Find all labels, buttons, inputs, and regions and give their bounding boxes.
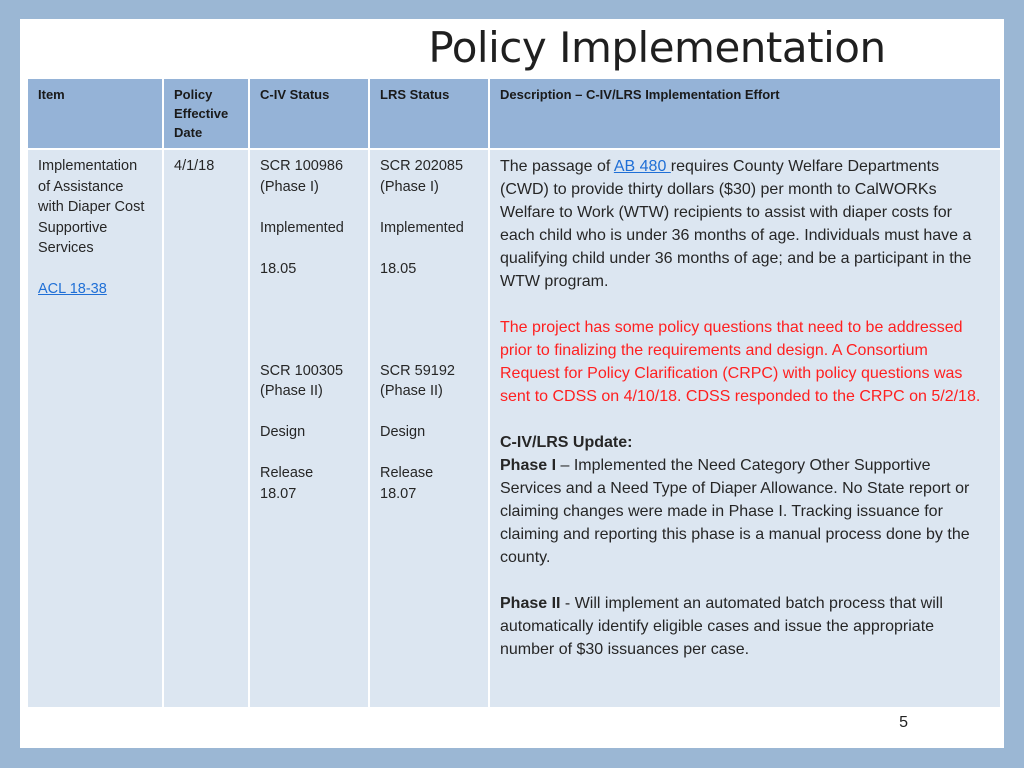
lrs-release-label2: Release	[380, 465, 434, 481]
lrs-status2: Design	[380, 424, 426, 440]
update-heading: C-IV/LRS Update:	[500, 434, 633, 451]
lrs-release2: 18.07	[380, 485, 417, 502]
civ-release1: 18.05	[260, 260, 297, 277]
lrs-phase1: (Phase I)	[380, 178, 439, 195]
cell-item	[28, 150, 162, 707]
header-civ-status: C-IV Status	[250, 79, 368, 148]
cell-date: 4/1/18	[164, 150, 248, 707]
desc-paragraph-1: The passage of AB 480 requires County Welfare Departments (CWD) to provide thirty dollars ($30) per month to CalWORKs Welfare to Work (WTW) recipients to assist with diaper costs for each child who is under 36 months of age. Individuals must have a qualifying child under 36 months of age; and be a participant in the WTW program.	[500, 158, 972, 290]
lrs-status1: Implemented	[380, 219, 464, 236]
ab480-link[interactable]: AB 480	[613, 158, 671, 175]
desc-phase2: Phase II - Will implement an automated batch process that will automatically identify eligible cases and issue the appropriate number of $30 issuances per case.	[500, 595, 943, 658]
civ-phase1: (Phase I)	[260, 178, 319, 195]
header-item: Item	[28, 79, 162, 148]
header-lrs-status: LRS Status	[370, 79, 488, 148]
header-description: Description – C-IV/LRS Implementation Effort	[490, 79, 1000, 148]
header-policy-date: Policy Effective Date	[164, 79, 248, 148]
lrs-release1: 18.05	[380, 260, 417, 277]
page-title: Policy Implementation	[428, 23, 886, 72]
civ-status2: Design	[260, 424, 306, 440]
desc-phase1: Phase I – Implemented the Need Category Other Supportive Services and a Need Type of Diaper Allowance. No State report or claiming changes were made in Phase I. Tracking issuance for claiming and reporting this phase is a manual process done by the county.	[500, 457, 970, 566]
lrs-scr1: SCR 202085	[380, 158, 464, 174]
item-text: Implementation of Assistance with Diaper Cost Supportive Services	[38, 158, 145, 256]
civ-release-label2: Release	[260, 465, 314, 481]
lrs-scr2: SCR 59192	[380, 362, 455, 379]
desc-paragraph-crpc: The project has some policy questions that need to be addressed prior to finalizing the requirements and design. A Consortium Request for Policy Clarification (CRPC) with policy questions was sent to CDSS on 4/10/18. CDSS responded to the CRPC on 5/2/18.	[500, 319, 981, 405]
table-row	[28, 150, 1000, 707]
cell-civ-status	[250, 150, 368, 707]
acl-link[interactable]: ACL 18-38	[38, 281, 107, 297]
table-header-row	[28, 79, 1000, 148]
civ-scr1: SCR 100986	[260, 158, 344, 174]
slide	[20, 19, 1004, 748]
civ-phase2: (Phase II)	[260, 383, 323, 399]
page-number: 5	[899, 714, 908, 731]
civ-scr2: SCR 100305	[260, 362, 344, 379]
cell-description	[490, 150, 1000, 707]
cell-lrs-status	[370, 150, 488, 707]
civ-status1: Implemented	[260, 219, 344, 236]
lrs-phase2: (Phase II)	[380, 383, 443, 399]
civ-release2: 18.07	[260, 485, 297, 502]
policy-table	[26, 77, 1002, 709]
